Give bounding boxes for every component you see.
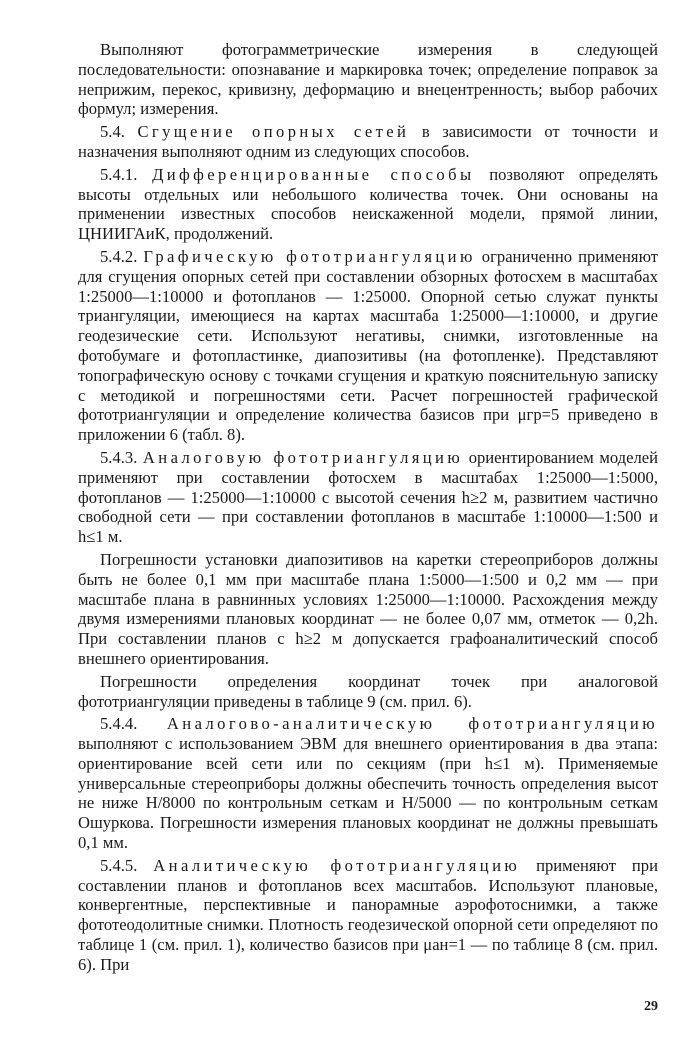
- section-term: Дифференцированные способы: [152, 164, 475, 184]
- paragraph-5-4-network-densification: [78, 122, 658, 162]
- paragraph-coordinate-errors: [78, 672, 658, 712]
- section-term: Аналогово-аналитическую фототриангуляцию: [166, 714, 659, 734]
- paragraph-text: выполняют с использованием ЭВМ для внешнего ориентирования в два этапа: ориентирование всей сети или по секциям (при h≤1 м). Применяемые универсальные стереоприборы должны обеспечить точность определения высот не ниже H/8000 по контрольным сеткам и H/5000 — по контрольным сеткам Ошуркова. Погрешности измерения плановых координат не должны превышать 0,1 мм.: [78, 734, 658, 853]
- paragraph-5-4-2-graphic-phototriangulation: [78, 247, 658, 445]
- section-number: 5.4.3.: [100, 447, 143, 467]
- section-number: 5.4.: [100, 122, 138, 142]
- paragraph-text: Погрешности установки диапозитивов на каретки стереоприборов должны быть не более 0,1 мм при масштабе плана 1:5000—1:500 и 0,2 мм — при масштабе плана в равнинных условиях 1:25000—1:10000. Расхождения между двумя измерениями плановых координат — не более 0,07 мм, отметок — 0,2h. При составлении планов с h≥2 м допускается графоаналитический способ внешнего ориентирования.: [78, 549, 658, 668]
- paragraph-text: ориентированием моделей применяют при составлении фотосхем в масштабах 1:25000—1:5000, фотопланов — 1:25000—1:10000 с высотой сечения h≥2 м, развитием частично свободной сети — при составлении фотопланов в масштабе 1:10000—1:500 и h≤1 м.: [78, 447, 658, 547]
- section-term: Сгущение опорных сетей: [137, 122, 410, 142]
- section-term: Графическую фототриангуляцию: [143, 246, 476, 266]
- paragraph-5-4-4-analog-analytic-phototriangulation: [78, 714, 658, 853]
- paragraph-text: применяют при составлении планов и фотопланов всех масштабов. Используют плановые, конвергентные, перспективные и панорамные аэрофотоснимки, а также фототеодолитные снимки. Плотность геодезической опорной сети определяют по таблице 1 (см. прил. 1), количество базисов при μан=1 — по таблице 8 (см. прил. 6). При: [78, 855, 658, 974]
- paragraph-5-4-5-analytic-phototriangulation: [78, 856, 658, 975]
- paragraph-diapositive-errors: [78, 550, 658, 669]
- section-number: 5.4.2.: [100, 246, 144, 266]
- paragraph-text: ограниченно применяют для сгущения опорных сетей при составлении обзорных фотосхем в масштабах 1:25000—1:10000 и фотопланов — 1:25000. Опорной сетью служат пункты триангуляции, имеющиеся на картах масштаба 1:25000—1:10000, и другие геодезические сети. Используют негативы, снимки, изготовленные на фотобумаге и фотопластинке, диапозитивы (на фотопленке). Представляют топографическую основу с точками сгущения и краткую пояснительную записку с методикой и погрешностями сети. Расчет погрешностей графической фототриангуляции и определение количества базисов при μгр=5 приведено в приложении 6 (табл. 8).: [78, 246, 658, 445]
- paragraph-measurements: [78, 40, 658, 119]
- section-number: 5.4.1.: [100, 164, 153, 184]
- page-number: 29: [644, 999, 658, 1014]
- section-number: 5.4.5.: [100, 855, 154, 875]
- paragraph-text: Выполняют фотограмметрические измерения в следующей последовательности: опознавание и маркировка точек; определение поправок за неприжим, перекос, кривизну, деформацию и внецентренность; выбор рабочих формул; измерения.: [78, 40, 658, 119]
- section-term: Аналоговую фототриангуляцию: [142, 447, 464, 467]
- paragraph-text: позволяют определять высоты отдельных или небольшого количества точек. Они основаны на применении известных способов неискаженной модели, прямой линии, ЦНИИГАиК, продолжений.: [78, 164, 658, 244]
- section-number: 5.4.4.: [100, 714, 167, 734]
- paragraph-5-4-3-analog-phototriangulation: [78, 448, 658, 547]
- document-page: [78, 40, 658, 1020]
- section-term: Аналитическую фототриангуляцию: [153, 855, 521, 875]
- paragraph-text: в зависимости от точности и назначения выполняют одним из следующих способов.: [78, 122, 658, 161]
- paragraph-5-4-1-differentiated-methods: [78, 165, 658, 244]
- paragraph-text: Погрешности определения координат точек при аналоговой фототриангуляции приведены в таблице 9 (см. прил. 6).: [78, 671, 658, 711]
